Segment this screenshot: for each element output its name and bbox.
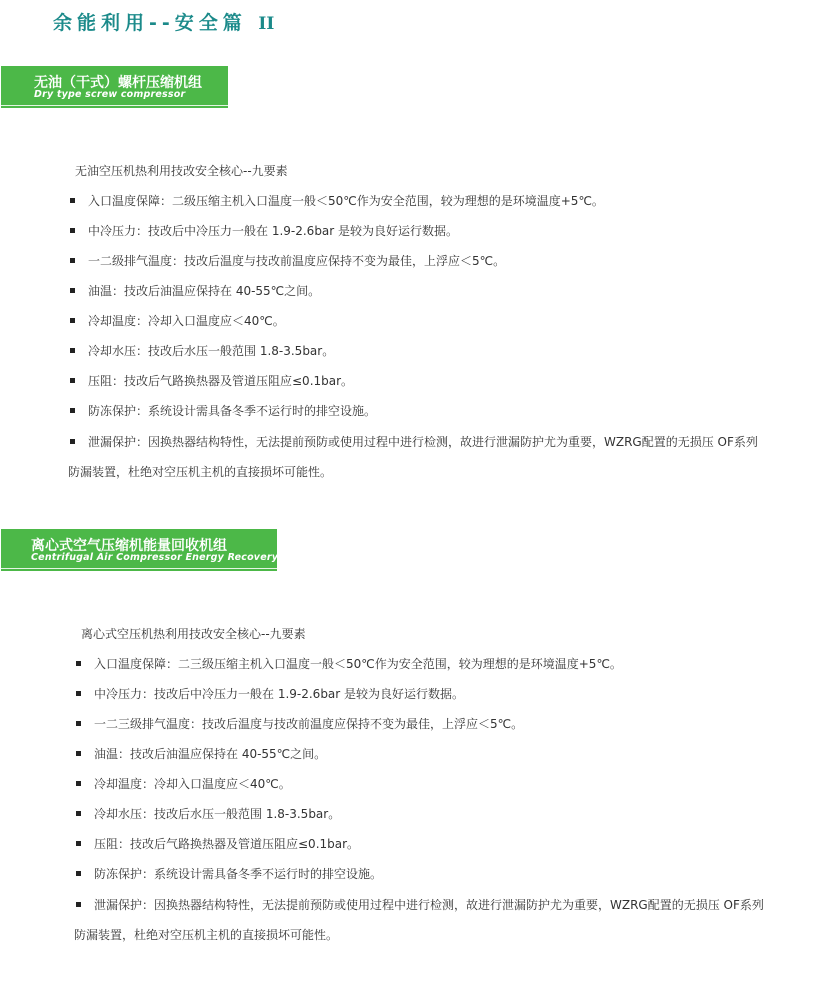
banner-title-cn: 无油（干式）螺杆压缩机组: [34, 75, 202, 91]
page-title: [53, 8, 274, 35]
list-item: 冷却温度：冷却入口温度应＜40℃。: [68, 314, 758, 328]
list-item: 冷却温度：冷却入口温度应＜40℃。: [74, 777, 764, 791]
list-item: 防冻保护：系统设计需具备冬季不运行时的排空设施。: [68, 404, 758, 418]
list-item: 泄漏保护：因换热器结构特性，无法提前预防或使用过程中进行检测，故进行泄漏防护尤为重要，WZRG配置的无损压 OF系列防漏装置，杜绝对空压机主机的直接损坏可能性。: [68, 427, 758, 487]
list-item: 中冷压力：技改后中冷压力一般在 1.9-2.6bar 是较为良好运行数据。: [74, 687, 764, 701]
section-centrifugal: [74, 627, 764, 950]
section-intro: 离心式空压机热利用技改安全核心--九要素: [81, 627, 306, 641]
banner-title-en: Dry type screw compressor: [34, 89, 186, 100]
list-item: 防冻保护：系统设计需具备冬季不运行时的排空设施。: [74, 867, 764, 881]
list-item: 压阻：技改后气路换热器及管道压阻应≤0.1bar。: [74, 837, 764, 851]
section-banner-centrifugal: [1, 529, 277, 571]
page-title-text: 余能利用--安全篇: [53, 12, 247, 34]
page-title-roman: II: [258, 14, 275, 34]
list-item: 入口温度保障：二级压缩主机入口温度一般＜50℃作为安全范围，较为理想的是环境温度+5℃。: [68, 194, 758, 208]
list-item: 泄漏保护：因换热器结构特性，无法提前预防或使用过程中进行检测，故进行泄漏防护尤为重要，WZRG配置的无损压 OF系列防漏装置，杜绝对空压机主机的直接损坏可能性。: [74, 890, 764, 950]
list-item: 油温：技改后油温应保持在 40-55℃之间。: [74, 747, 764, 761]
list-item: 中冷压力：技改后中冷压力一般在 1.9-2.6bar 是较为良好运行数据。: [68, 224, 758, 238]
list-item: 入口温度保障：二三级压缩主机入口温度一般＜50℃作为安全范围，较为理想的是环境温度+5℃。: [74, 657, 764, 671]
section-intro: 无油空压机热利用技改安全核心--九要素: [75, 164, 288, 178]
banner-title-en: Centrifugal Air Compressor Energy Recovery: [31, 552, 279, 563]
list-item: 冷却水压：技改后水压一般范围 1.8-3.5bar。: [68, 344, 758, 358]
list-item: 压阻：技改后气路换热器及管道压阻应≤0.1bar。: [68, 374, 758, 388]
section-dry-screw: [68, 164, 758, 487]
banner-title-cn: 离心式空气压缩机能量回收机组: [31, 538, 227, 554]
requirement-list: [74, 657, 764, 950]
list-item: 冷却水压：技改后水压一般范围 1.8-3.5bar。: [74, 807, 764, 821]
requirement-list: [68, 194, 758, 487]
section-banner-dry-screw: [1, 66, 228, 108]
list-item: 一二三级排气温度：技改后温度与技改前温度应保持不变为最佳，上浮应＜5℃。: [74, 717, 764, 731]
list-item: 一二级排气温度：技改后温度与技改前温度应保持不变为最佳，上浮应＜5℃。: [68, 254, 758, 268]
list-item: 油温：技改后油温应保持在 40-55℃之间。: [68, 284, 758, 298]
